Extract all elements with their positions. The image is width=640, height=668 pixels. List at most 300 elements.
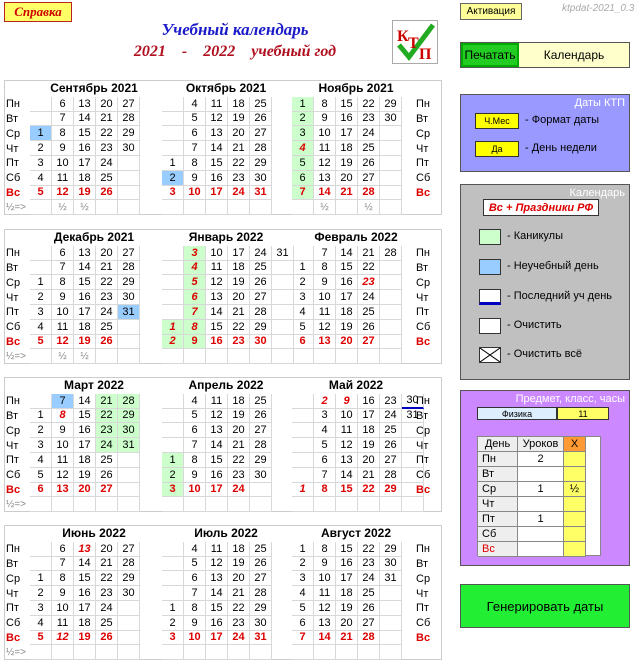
day-cell[interactable]: 2 <box>292 112 314 127</box>
day-cell[interactable]: 24 <box>358 571 380 586</box>
day-cell[interactable]: 2 <box>162 616 184 631</box>
day-cell[interactable]: 6 <box>30 483 52 498</box>
half-week-cell[interactable] <box>30 645 52 660</box>
half-week-cell[interactable] <box>206 200 228 215</box>
day-cell[interactable]: 16 <box>358 394 380 409</box>
half-week-cell[interactable] <box>118 349 140 364</box>
day-cell[interactable]: 15 <box>74 409 96 424</box>
day-cell[interactable] <box>402 423 424 438</box>
day-cell[interactable]: 9 <box>314 275 336 290</box>
day-cell[interactable] <box>380 126 402 141</box>
day-cell[interactable]: 15 <box>206 453 228 468</box>
half-week-cell[interactable] <box>228 497 250 512</box>
day-cell[interactable] <box>402 453 424 468</box>
clear-swatch[interactable] <box>479 318 501 334</box>
day-cell[interactable]: 29 <box>250 453 272 468</box>
day-cell[interactable]: 12 <box>206 275 228 290</box>
day-cell[interactable]: 5 <box>314 438 336 453</box>
half-week-cell[interactable] <box>118 645 140 660</box>
day-cell[interactable]: 31 <box>118 305 140 320</box>
day-cell[interactable]: 3 <box>30 156 52 171</box>
day-cell[interactable] <box>30 394 52 409</box>
day-cell[interactable]: 11 <box>52 453 74 468</box>
half-week-cell[interactable] <box>358 645 380 660</box>
half-week-cell[interactable] <box>206 497 228 512</box>
day-cell[interactable]: 30 <box>118 290 140 305</box>
lessons-half-cell[interactable] <box>564 527 586 542</box>
day-cell[interactable]: 31 <box>118 438 140 453</box>
day-cell[interactable]: 24 <box>96 438 118 453</box>
day-cell[interactable]: 14 <box>74 557 96 572</box>
day-cell[interactable]: 26 <box>380 438 402 453</box>
day-cell[interactable] <box>118 186 140 201</box>
day-cell[interactable]: 1 <box>162 156 184 171</box>
day-cell[interactable]: 16 <box>206 468 228 483</box>
day-cell[interactable]: 27 <box>250 290 272 305</box>
day-cell[interactable] <box>380 275 402 290</box>
day-cell[interactable]: 18 <box>358 423 380 438</box>
half-week-cell[interactable] <box>292 349 314 364</box>
day-cell[interactable]: 9 <box>184 468 206 483</box>
day-cell[interactable] <box>162 571 184 586</box>
day-cell[interactable]: 21 <box>228 438 250 453</box>
half-week-cell[interactable] <box>162 349 184 364</box>
day-cell[interactable]: 27 <box>96 483 118 498</box>
day-cell[interactable] <box>162 246 184 261</box>
day-cell[interactable]: 20 <box>336 616 358 631</box>
day-cell[interactable]: 7 <box>314 246 336 261</box>
day-cell[interactable]: 20 <box>336 171 358 186</box>
day-cell[interactable]: 13 <box>74 246 96 261</box>
day-cell[interactable]: 8 <box>314 483 336 498</box>
day-cell[interactable]: 11 <box>314 141 336 156</box>
half-week-cell[interactable] <box>30 200 52 215</box>
day-cell[interactable]: 25 <box>250 394 272 409</box>
day-cell[interactable]: 10 <box>52 305 74 320</box>
half-week-cell[interactable] <box>292 645 314 660</box>
day-cell[interactable]: 18 <box>228 394 250 409</box>
day-cell[interactable]: 13 <box>206 423 228 438</box>
day-cell[interactable]: 11 <box>206 97 228 112</box>
day-cell[interactable]: 5 <box>184 275 206 290</box>
day-cell[interactable]: 23 <box>228 171 250 186</box>
day-cell[interactable]: 26 <box>96 335 118 350</box>
day-cell[interactable]: 1 <box>30 409 52 424</box>
day-cell[interactable]: 6 <box>52 542 74 557</box>
day-cell[interactable]: 24 <box>228 631 250 646</box>
day-cell[interactable]: 5 <box>30 631 52 646</box>
day-cell[interactable]: 16 <box>74 586 96 601</box>
day-cell[interactable] <box>118 601 140 616</box>
half-week-cell[interactable] <box>184 645 206 660</box>
print-button[interactable]: Печатать <box>461 43 519 67</box>
day-cell[interactable]: 24 <box>96 305 118 320</box>
day-cell[interactable]: 8 <box>52 126 74 141</box>
day-cell[interactable]: 18 <box>336 141 358 156</box>
day-cell[interactable]: 22 <box>96 571 118 586</box>
day-cell[interactable]: 12 <box>52 631 74 646</box>
half-week-cell[interactable] <box>162 645 184 660</box>
activation-button[interactable]: Активация <box>460 3 522 20</box>
day-cell[interactable]: 25 <box>380 423 402 438</box>
clear-lessons-button[interactable]: Х <box>564 437 586 452</box>
day-cell[interactable]: 18 <box>228 542 250 557</box>
day-cell[interactable]: 12 <box>52 186 74 201</box>
day-cell[interactable]: 14 <box>314 186 336 201</box>
day-cell[interactable]: 7 <box>292 186 314 201</box>
half-week-cell[interactable] <box>184 497 206 512</box>
day-cell[interactable]: 12 <box>206 409 228 424</box>
day-cell[interactable]: 6 <box>52 246 74 261</box>
day-cell[interactable]: 28 <box>380 246 402 261</box>
half-week-cell[interactable] <box>292 200 314 215</box>
day-cell[interactable]: 7 <box>184 438 206 453</box>
day-cell[interactable]: 14 <box>206 141 228 156</box>
day-cell[interactable]: 17 <box>206 186 228 201</box>
day-cell[interactable]: 25 <box>250 261 272 276</box>
lessons-half-cell[interactable] <box>564 512 586 527</box>
day-cell[interactable]: 22 <box>358 483 380 498</box>
day-cell[interactable]: 26 <box>358 601 380 616</box>
day-cell[interactable]: 22 <box>358 261 380 276</box>
day-cell[interactable] <box>118 320 140 335</box>
day-cell[interactable]: 26 <box>358 156 380 171</box>
day-cell[interactable]: 30 <box>118 423 140 438</box>
day-cell[interactable]: 30 <box>380 557 402 572</box>
half-week-cell[interactable] <box>96 200 118 215</box>
half-week-cell[interactable] <box>52 497 74 512</box>
day-cell[interactable] <box>292 409 314 424</box>
day-cell[interactable]: 11 <box>206 261 228 276</box>
day-cell[interactable]: 12 <box>52 335 74 350</box>
day-cell[interactable]: 27 <box>118 97 140 112</box>
day-cell[interactable]: 1 <box>162 453 184 468</box>
day-cell[interactable]: 8 <box>52 275 74 290</box>
day-cell[interactable]: 27 <box>358 335 380 350</box>
day-cell[interactable] <box>118 483 140 498</box>
day-cell[interactable]: 17 <box>74 305 96 320</box>
day-cell[interactable]: 31 <box>250 186 272 201</box>
day-cell[interactable]: 22 <box>358 97 380 112</box>
day-cell[interactable]: 1 <box>292 97 314 112</box>
half-week-cell[interactable] <box>250 349 272 364</box>
day-cell[interactable]: 13 <box>336 453 358 468</box>
day-cell[interactable]: 9 <box>52 423 74 438</box>
day-cell[interactable]: 3 <box>292 290 314 305</box>
day-cell[interactable]: 19 <box>74 335 96 350</box>
weekday-field[interactable]: Да <box>475 141 519 157</box>
day-cell[interactable]: 27 <box>118 542 140 557</box>
day-cell[interactable] <box>162 290 184 305</box>
day-cell[interactable]: 26 <box>358 320 380 335</box>
day-cell[interactable]: 3 <box>162 186 184 201</box>
day-cell[interactable]: 16 <box>74 290 96 305</box>
half-week-cell[interactable] <box>30 349 52 364</box>
day-cell[interactable]: 9 <box>314 112 336 127</box>
half-week-cell[interactable] <box>162 200 184 215</box>
subject-field[interactable]: Физика <box>477 407 557 420</box>
day-cell[interactable]: 12 <box>206 557 228 572</box>
day-cell[interactable] <box>162 305 184 320</box>
day-cell[interactable]: 24 <box>228 186 250 201</box>
day-cell[interactable] <box>380 156 402 171</box>
half-week-cell[interactable] <box>314 645 336 660</box>
day-cell[interactable]: 14 <box>314 631 336 646</box>
day-cell[interactable] <box>402 468 424 483</box>
half-week-cell[interactable]: ½ <box>358 200 380 215</box>
day-cell[interactable]: 15 <box>336 483 358 498</box>
day-cell[interactable] <box>162 275 184 290</box>
day-cell[interactable] <box>380 186 402 201</box>
day-cell[interactable]: 24 <box>96 156 118 171</box>
day-cell[interactable]: 30 <box>402 394 424 409</box>
day-cell[interactable]: 4 <box>292 586 314 601</box>
day-cell[interactable]: 1 <box>30 126 52 141</box>
day-cell[interactable]: 10 <box>314 571 336 586</box>
day-cell[interactable]: 9 <box>52 290 74 305</box>
day-cell[interactable]: 28 <box>358 631 380 646</box>
day-cell[interactable]: 20 <box>96 97 118 112</box>
day-cell[interactable]: 19 <box>74 631 96 646</box>
day-cell[interactable]: 19 <box>336 601 358 616</box>
vacation-swatch[interactable] <box>479 229 501 245</box>
day-cell[interactable]: 8 <box>314 97 336 112</box>
half-week-cell[interactable] <box>30 497 52 512</box>
day-cell[interactable] <box>118 453 140 468</box>
day-cell[interactable]: 5 <box>184 409 206 424</box>
day-cell[interactable]: 6 <box>184 571 206 586</box>
day-cell[interactable]: 22 <box>228 453 250 468</box>
day-cell[interactable]: 4 <box>30 171 52 186</box>
day-cell[interactable]: 23 <box>96 141 118 156</box>
lessons-count-cell[interactable]: 1 <box>518 512 564 527</box>
day-cell[interactable]: 15 <box>336 542 358 557</box>
day-cell[interactable]: 23 <box>96 586 118 601</box>
day-cell[interactable]: 4 <box>292 305 314 320</box>
day-cell[interactable]: 2 <box>30 290 52 305</box>
half-week-cell[interactable] <box>314 497 336 512</box>
day-cell[interactable]: 24 <box>380 409 402 424</box>
day-cell[interactable]: 27 <box>250 571 272 586</box>
half-week-cell[interactable] <box>314 349 336 364</box>
day-cell[interactable] <box>292 453 314 468</box>
day-cell[interactable]: 8 <box>52 571 74 586</box>
day-cell[interactable]: 14 <box>336 246 358 261</box>
day-cell[interactable]: 5 <box>184 557 206 572</box>
day-cell[interactable]: 6 <box>292 335 314 350</box>
half-week-cell[interactable] <box>96 497 118 512</box>
day-cell[interactable]: 29 <box>250 601 272 616</box>
day-cell[interactable]: 30 <box>380 112 402 127</box>
day-cell[interactable] <box>402 438 424 453</box>
day-cell[interactable] <box>118 468 140 483</box>
day-cell[interactable]: 11 <box>52 171 74 186</box>
day-cell[interactable]: 31 <box>250 631 272 646</box>
day-cell[interactable] <box>30 246 52 261</box>
day-cell[interactable] <box>380 305 402 320</box>
day-cell[interactable]: 10 <box>52 156 74 171</box>
day-cell[interactable]: 9 <box>184 171 206 186</box>
day-cell[interactable]: 28 <box>250 141 272 156</box>
day-cell[interactable]: 9 <box>52 141 74 156</box>
day-cell[interactable]: 2 <box>162 468 184 483</box>
day-cell[interactable]: 28 <box>380 468 402 483</box>
half-week-cell[interactable] <box>250 497 272 512</box>
day-cell[interactable]: 26 <box>250 112 272 127</box>
day-cell[interactable]: 30 <box>250 616 272 631</box>
day-cell[interactable] <box>162 261 184 276</box>
half-week-cell[interactable] <box>184 349 206 364</box>
day-cell[interactable]: 20 <box>358 453 380 468</box>
day-cell[interactable]: 23 <box>358 557 380 572</box>
day-cell[interactable]: 22 <box>228 156 250 171</box>
day-cell[interactable]: 3 <box>162 631 184 646</box>
day-cell[interactable]: 3 <box>184 246 206 261</box>
day-cell[interactable]: 23 <box>96 423 118 438</box>
day-cell[interactable]: 17 <box>336 571 358 586</box>
lessons-count-cell[interactable] <box>518 467 564 482</box>
day-cell[interactable]: 8 <box>314 542 336 557</box>
day-cell[interactable]: 27 <box>380 453 402 468</box>
lessons-count-cell[interactable]: 1 <box>518 482 564 497</box>
day-cell[interactable]: 2 <box>30 586 52 601</box>
day-cell[interactable]: 27 <box>358 171 380 186</box>
day-cell[interactable]: 18 <box>74 453 96 468</box>
half-week-cell[interactable] <box>336 349 358 364</box>
day-cell[interactable]: 2 <box>162 171 184 186</box>
generate-dates-button[interactable]: Генерировать даты <box>460 584 630 628</box>
day-cell[interactable]: 2 <box>162 335 184 350</box>
day-cell[interactable]: 5 <box>30 335 52 350</box>
day-cell[interactable]: 19 <box>228 112 250 127</box>
day-cell[interactable]: 21 <box>358 468 380 483</box>
half-week-cell[interactable] <box>228 645 250 660</box>
day-cell[interactable]: 25 <box>358 141 380 156</box>
day-cell[interactable]: 17 <box>74 438 96 453</box>
day-cell[interactable]: 7 <box>52 261 74 276</box>
day-cell[interactable]: 6 <box>184 423 206 438</box>
day-cell[interactable]: 20 <box>228 290 250 305</box>
half-week-cell[interactable] <box>380 349 402 364</box>
day-cell[interactable]: 28 <box>358 186 380 201</box>
day-cell[interactable]: 25 <box>358 586 380 601</box>
day-cell[interactable]: 12 <box>314 156 336 171</box>
day-cell[interactable]: 21 <box>228 586 250 601</box>
day-cell[interactable]: 8 <box>314 261 336 276</box>
day-cell[interactable] <box>380 616 402 631</box>
day-cell[interactable]: 1 <box>30 275 52 290</box>
class-field[interactable]: 11 <box>557 407 609 420</box>
day-cell[interactable]: 25 <box>96 320 118 335</box>
day-cell[interactable] <box>162 141 184 156</box>
day-cell[interactable]: 5 <box>292 156 314 171</box>
day-cell[interactable]: 6 <box>52 97 74 112</box>
day-cell[interactable]: 11 <box>336 423 358 438</box>
day-cell[interactable]: 8 <box>184 156 206 171</box>
day-cell[interactable]: 24 <box>358 126 380 141</box>
date-format-field[interactable]: Ч.Мес <box>475 113 519 129</box>
day-cell[interactable]: 29 <box>118 275 140 290</box>
day-cell[interactable] <box>162 126 184 141</box>
day-cell[interactable]: 29 <box>380 483 402 498</box>
day-cell[interactable]: 10 <box>184 631 206 646</box>
day-cell[interactable] <box>292 438 314 453</box>
day-cell[interactable]: 20 <box>96 542 118 557</box>
holidays-button[interactable]: Вс + Праздники РФ <box>483 199 599 216</box>
day-cell[interactable]: 30 <box>250 468 272 483</box>
day-cell[interactable]: 8 <box>184 601 206 616</box>
day-cell[interactable]: 28 <box>250 438 272 453</box>
day-cell[interactable]: 25 <box>96 453 118 468</box>
day-cell[interactable]: 18 <box>74 320 96 335</box>
lessons-count-cell[interactable] <box>518 527 564 542</box>
day-cell[interactable]: 15 <box>74 571 96 586</box>
day-cell[interactable]: 16 <box>206 335 228 350</box>
day-cell[interactable]: 9 <box>314 557 336 572</box>
day-cell[interactable] <box>30 557 52 572</box>
day-cell[interactable]: 28 <box>250 305 272 320</box>
day-cell[interactable]: 3 <box>30 305 52 320</box>
day-cell[interactable]: 25 <box>250 542 272 557</box>
day-cell[interactable]: 3 <box>292 571 314 586</box>
lessons-count-cell[interactable] <box>518 497 564 512</box>
clear-all-swatch[interactable] <box>479 347 501 363</box>
day-cell[interactable]: 14 <box>74 394 96 409</box>
day-cell[interactable] <box>380 141 402 156</box>
day-cell[interactable] <box>118 631 140 646</box>
day-cell[interactable]: 6 <box>314 453 336 468</box>
day-cell[interactable]: 13 <box>206 571 228 586</box>
day-cell[interactable]: 7 <box>184 305 206 320</box>
day-cell[interactable] <box>30 542 52 557</box>
lessons-half-cell[interactable] <box>564 542 586 557</box>
day-cell[interactable]: 4 <box>30 320 52 335</box>
day-cell[interactable]: 28 <box>118 394 140 409</box>
day-cell[interactable]: 26 <box>250 409 272 424</box>
day-cell[interactable]: 21 <box>96 557 118 572</box>
day-cell[interactable]: 1 <box>30 571 52 586</box>
day-cell[interactable]: 15 <box>336 261 358 276</box>
calendar-selector[interactable]: Календарь <box>519 43 629 67</box>
half-week-cell[interactable] <box>272 349 294 364</box>
day-cell[interactable]: 9 <box>184 335 206 350</box>
day-cell[interactable] <box>162 423 184 438</box>
day-cell[interactable] <box>272 305 294 320</box>
day-cell[interactable]: 23 <box>228 468 250 483</box>
half-week-cell[interactable]: ½ <box>314 200 336 215</box>
day-cell[interactable]: 21 <box>358 246 380 261</box>
day-cell[interactable]: 24 <box>358 290 380 305</box>
day-cell[interactable]: 18 <box>74 616 96 631</box>
day-cell[interactable]: 13 <box>314 616 336 631</box>
lessons-half-cell[interactable]: ½ <box>564 482 586 497</box>
day-cell[interactable]: 20 <box>336 335 358 350</box>
day-cell[interactable]: 3 <box>162 483 184 498</box>
day-cell[interactable]: 21 <box>96 394 118 409</box>
day-cell[interactable]: 25 <box>96 616 118 631</box>
lessons-half-cell[interactable] <box>564 497 586 512</box>
day-cell[interactable]: 26 <box>96 631 118 646</box>
day-cell[interactable] <box>162 112 184 127</box>
day-cell[interactable]: 30 <box>118 586 140 601</box>
day-cell[interactable]: 19 <box>74 468 96 483</box>
day-cell[interactable]: 30 <box>118 141 140 156</box>
day-cell[interactable]: 11 <box>314 586 336 601</box>
half-week-cell[interactable] <box>206 349 228 364</box>
day-cell[interactable]: 12 <box>314 601 336 616</box>
day-cell[interactable]: 4 <box>30 453 52 468</box>
day-cell[interactable]: 6 <box>292 616 314 631</box>
